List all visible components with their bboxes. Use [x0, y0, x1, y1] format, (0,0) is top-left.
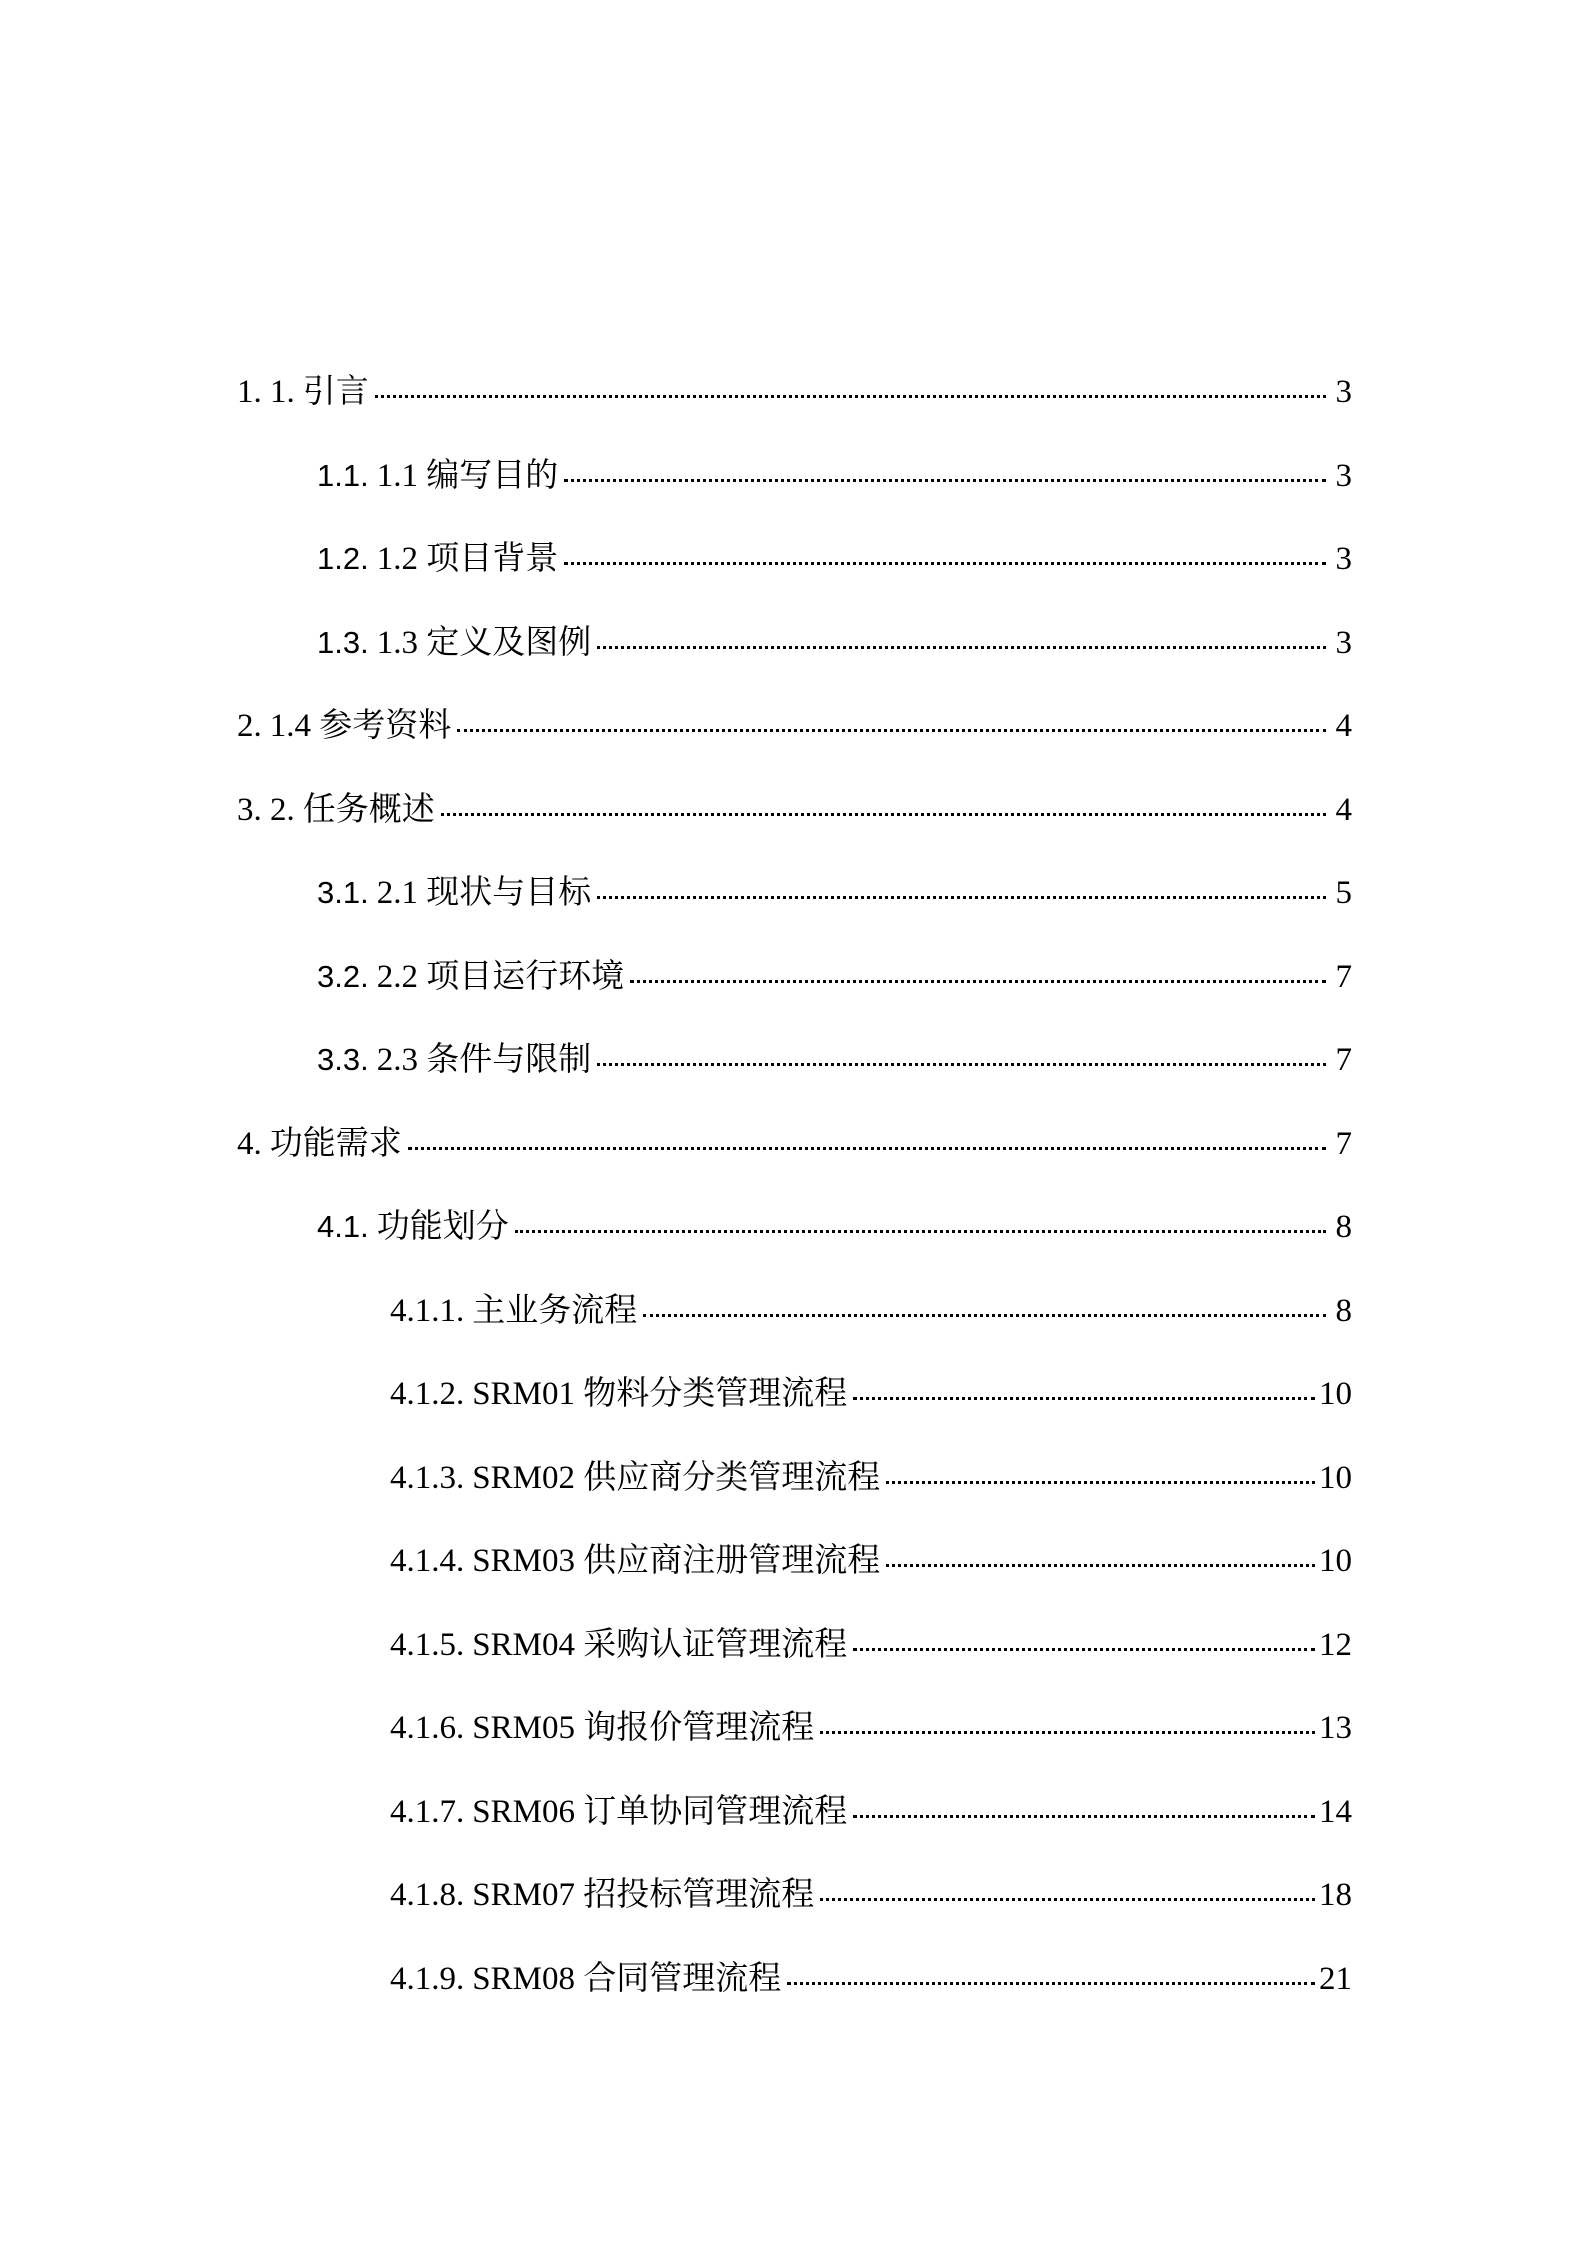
toc-entry[interactable] [237, 1625, 1352, 1709]
toc-entry-title: SRM02 供应商分类管理流程 [472, 1459, 881, 1496]
toc-entry-title: 功能划分 [376, 1209, 509, 1245]
toc-entry[interactable] [237, 623, 1352, 707]
dot-leader [886, 1564, 1315, 1567]
toc-entry-number: 4.1.8. [390, 1877, 465, 1913]
toc-entry-number: 3.3. [317, 1042, 369, 1077]
dot-leader [597, 646, 1326, 649]
dot-leader [820, 1898, 1315, 1901]
dot-leader [564, 479, 1326, 482]
toc-entry[interactable] [237, 1291, 1352, 1375]
toc-entry-page: 4 [1335, 791, 1352, 828]
toc-entry-number: 1.3. [317, 624, 369, 660]
dot-leader [457, 729, 1326, 732]
toc-entry-page: 10 [1319, 1543, 1352, 1579]
toc-entry[interactable] [237, 1374, 1352, 1458]
table-of-contents [237, 372, 1352, 2042]
dot-leader [441, 813, 1326, 816]
dot-leader [597, 896, 1326, 899]
toc-entry-page: 14 [1319, 1793, 1352, 1830]
toc-entry-page: 10 [1319, 1376, 1352, 1412]
toc-entry[interactable] [237, 1207, 1352, 1291]
toc-entry-number: 1. 1. [237, 374, 295, 410]
toc-entry[interactable] [237, 957, 1352, 1041]
toc-entry-title: 2.2 项目运行环境 [376, 958, 625, 995]
toc-entry[interactable] [237, 1458, 1352, 1542]
dot-leader [564, 562, 1326, 565]
toc-entry-title: 引言 [302, 374, 369, 410]
toc-entry-number: 1.2. [317, 541, 369, 576]
toc-entry-title: SRM07 招投标管理流程 [472, 1877, 815, 1913]
dot-leader [787, 1982, 1315, 1985]
toc-entry[interactable] [237, 1708, 1352, 1792]
toc-entry-title: 1.4 参考资料 [269, 708, 452, 744]
toc-entry-title: SRM01 物料分类管理流程 [472, 1376, 848, 1412]
toc-entry[interactable] [237, 539, 1352, 623]
toc-entry[interactable] [237, 1959, 1352, 2043]
dot-leader [408, 1147, 1326, 1150]
toc-entry-title: SRM03 供应商注册管理流程 [472, 1543, 881, 1579]
toc-entry-number: 4.1.5. [390, 1626, 465, 1663]
dot-leader [820, 1731, 1315, 1734]
toc-entry[interactable] [237, 1124, 1352, 1208]
toc-entry-page: 7 [1335, 958, 1352, 995]
toc-entry-number: 4. [237, 1125, 262, 1162]
toc-entry[interactable] [237, 456, 1352, 540]
toc-entry-title: 2.1 现状与目标 [376, 875, 592, 911]
toc-entry-page: 5 [1335, 875, 1352, 911]
dot-leader [643, 1314, 1326, 1317]
dot-leader [886, 1481, 1315, 1484]
toc-entry-page: 4 [1335, 708, 1352, 744]
toc-entry-number: 4.1.6. [390, 1710, 465, 1746]
toc-entry-number: 4.1.9. [390, 1960, 465, 1997]
toc-entry-page: 12 [1319, 1626, 1352, 1663]
toc-entry-title: SRM04 采购认证管理流程 [472, 1626, 848, 1663]
toc-entry-title: 2.3 条件与限制 [376, 1042, 592, 1078]
toc-entry-number: 3.1. [317, 875, 369, 910]
toc-entry-number: 2. [237, 708, 262, 744]
toc-entry-page: 7 [1335, 1042, 1352, 1078]
toc-entry-number: 4.1.3. [390, 1459, 465, 1496]
toc-entry-number: 1.1. [317, 457, 369, 493]
toc-entry-title: 1.3 定义及图例 [376, 624, 592, 661]
toc-entry-page: 13 [1319, 1710, 1352, 1746]
toc-entry-title: SRM06 订单协同管理流程 [472, 1793, 848, 1830]
toc-entry-title: 功能需求 [269, 1125, 402, 1162]
toc-entry[interactable] [237, 706, 1352, 790]
toc-entry-page: 10 [1319, 1459, 1352, 1496]
toc-entry-page: 3 [1335, 624, 1352, 661]
toc-entry[interactable] [237, 1792, 1352, 1876]
toc-entry-title: SRM08 合同管理流程 [472, 1960, 782, 1997]
toc-entry[interactable] [237, 1875, 1352, 1959]
toc-entry-page: 3 [1335, 374, 1352, 410]
toc-entry-page: 21 [1319, 1960, 1352, 1997]
toc-entry-title: 主业务流程 [472, 1292, 638, 1329]
toc-entry-title: 1.2 项目背景 [376, 541, 559, 577]
dot-leader [853, 1397, 1315, 1400]
toc-entry-title: SRM05 询报价管理流程 [472, 1710, 815, 1746]
dot-leader [853, 1648, 1315, 1651]
toc-entry-page: 3 [1335, 457, 1352, 494]
dot-leader [853, 1815, 1315, 1818]
toc-entry[interactable] [237, 1040, 1352, 1124]
dot-leader [630, 980, 1326, 983]
toc-entry-title: 任务概述 [302, 791, 435, 828]
toc-entry-page: 8 [1335, 1292, 1352, 1329]
toc-entry-number: 4.1.1. [390, 1292, 465, 1329]
toc-entry-page: 18 [1319, 1877, 1352, 1913]
toc-entry-number: 3.2. [317, 958, 369, 994]
toc-entry[interactable] [237, 873, 1352, 957]
toc-entry-page: 7 [1335, 1125, 1352, 1162]
dot-leader [597, 1063, 1326, 1066]
toc-entry-number: 3. 2. [237, 791, 295, 828]
toc-entry-title: 1.1 编写目的 [376, 457, 559, 494]
toc-entry-number: 4.1. [317, 1209, 369, 1244]
toc-entry[interactable] [237, 790, 1352, 874]
toc-entry[interactable] [237, 372, 1352, 456]
dot-leader [375, 395, 1326, 398]
toc-entry-number: 4.1.4. [390, 1543, 465, 1579]
dot-leader [515, 1230, 1326, 1233]
toc-entry-page: 3 [1335, 541, 1352, 577]
toc-entry[interactable] [237, 1541, 1352, 1625]
toc-entry-page: 8 [1335, 1209, 1352, 1245]
toc-entry-number: 4.1.7. [390, 1793, 465, 1830]
toc-entry-number: 4.1.2. [390, 1376, 465, 1412]
